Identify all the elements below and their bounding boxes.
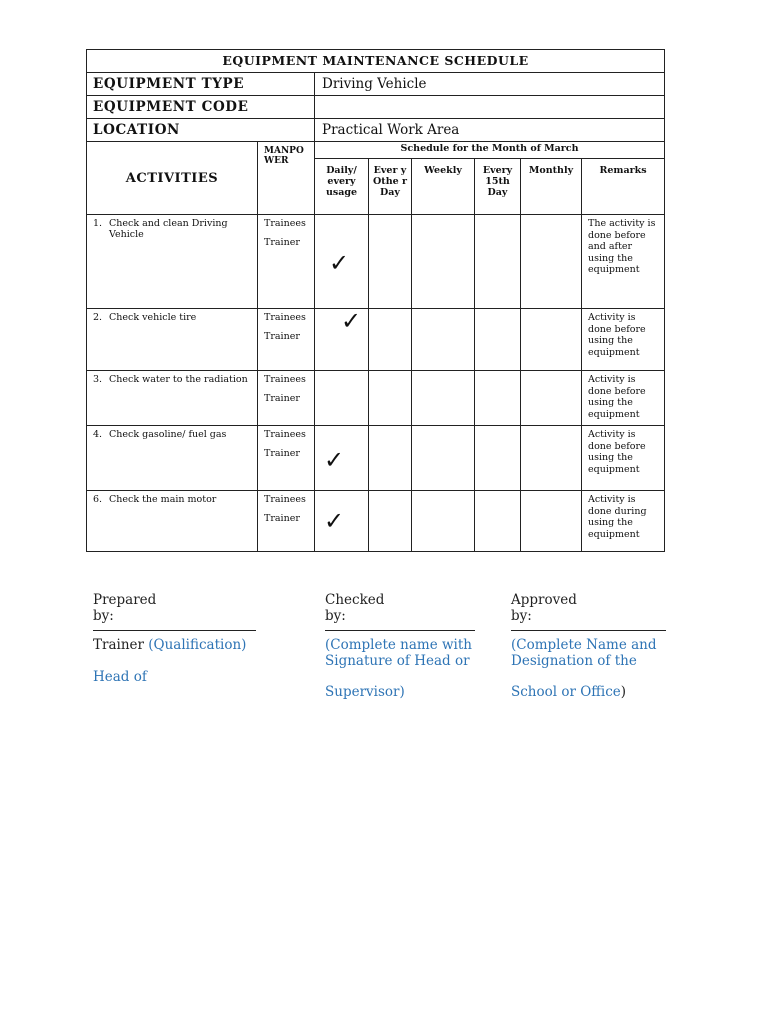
check-mark-icon: ✓ [329,249,350,277]
activity-text: Check gasoline/ fuel gas [109,429,227,440]
daily-cell [315,309,369,371]
daily-header: Daily/ every usage [315,159,369,215]
manpower-trainer: Trainer [264,448,300,459]
activity-text: Check and clean Driving Vehicle [109,218,228,240]
fifteenth-day-cell [475,215,521,309]
manpower-trainees: Trainees [264,218,306,229]
approved-line-1: (Complete Name and [511,637,657,653]
other-day-cell [369,309,412,371]
other-day-cell [369,491,412,552]
remarks-cell: Activity is done before using the equipment [582,309,665,371]
location-label: LOCATION [87,119,315,142]
table-row [87,426,665,491]
remarks-cell: Activity is done before using the equipment [582,371,665,426]
equipment-code-label: EQUIPMENT CODE [87,96,315,119]
approved-line-2: Designation of the [511,652,637,669]
daily-cell [315,371,369,426]
manpower-trainees: Trainees [264,312,306,323]
table-row [87,491,665,552]
fifteenth-day-header: Every 15th Day [475,159,521,215]
equipment-type-label: EQUIPMENT TYPE [87,73,315,96]
monthly-header: Monthly [521,159,582,215]
manpower-cell [258,215,315,309]
maintenance-schedule-sheet [86,49,664,552]
weekly-cell [412,371,475,426]
activity-cell [87,491,258,552]
approved-by-label: Approved by: [511,592,577,624]
manpower-cell [258,426,315,491]
fifteenth-day-cell [475,426,521,491]
manpower-trainer: Trainer [264,237,300,248]
daily-cell [315,215,369,309]
other-day-cell [369,371,412,426]
checked-signature-line [325,630,475,631]
weekly-cell [412,309,475,371]
activity-cell [87,215,258,309]
weekly-cell [412,215,475,309]
monthly-cell [521,309,582,371]
check-mark-icon: ✓ [341,307,362,335]
prepared-role: Trainer [93,637,144,653]
activity-cell [87,309,258,371]
check-mark-icon: ✓ [324,446,345,474]
schedule-month-title: Schedule for the Month of March [315,142,665,159]
manpower-cell [258,491,315,552]
checked-by-text [325,638,500,701]
other-day-header: Ever y Othe r Day [369,159,412,215]
fifteenth-day-cell [475,371,521,426]
activity-text: Check the main motor [109,494,217,505]
remarks-cell: The activity is done before and after using the equipment [582,215,665,309]
prepared-by-label: Prepared by: [93,592,157,624]
manpower-cell [258,309,315,371]
prepared-note: (Qualification) [148,637,247,653]
activity-number: 4. [93,429,103,440]
location-value: Practical Work Area [315,119,665,142]
fifteenth-day-cell [475,491,521,552]
activity-cell [87,371,258,426]
checked-by-label: Checked by: [325,592,385,624]
check-mark-icon: ✓ [324,507,345,535]
manpower-header: MANPO WER [258,142,315,215]
table-row [87,371,665,426]
checked-line-1: (Complete name with [325,637,472,653]
monthly-cell [521,215,582,309]
weekly-header: Weekly [412,159,475,215]
approved-close-paren: ) [620,684,627,700]
activity-number: 1. [93,218,103,229]
daily-cell [315,491,369,552]
other-day-cell [369,426,412,491]
daily-cell [315,426,369,491]
activity-text: Check water to the radiation [109,374,248,385]
remarks-cell: Activity is done before using the equipment [582,426,665,491]
monthly-cell [521,426,582,491]
manpower-trainees: Trainees [264,374,306,385]
activity-cell [87,426,258,491]
table-row [87,309,665,371]
activity-number: 3. [93,374,103,385]
weekly-cell [412,426,475,491]
approved-line-3: School or Office [511,684,621,700]
activity-text: Check vehicle tire [109,312,197,323]
activity-number: 2. [93,312,103,323]
remarks-cell: Activity is done during using the equipment [582,491,665,552]
monthly-cell [521,371,582,426]
checked-line-3: Supervisor) [325,684,405,700]
weekly-cell [412,491,475,552]
activity-number: 6. [93,494,103,505]
prepared-signature-line [93,630,256,631]
approved-by-text [511,638,711,701]
manpower-trainer: Trainer [264,513,300,524]
schedule-title: EQUIPMENT MAINTENANCE SCHEDULE [87,50,665,73]
prepared-head-of: Head of [93,668,147,685]
manpower-cell [258,371,315,426]
approved-signature-line [511,630,666,631]
equipment-code-value [315,96,665,119]
schedule-table [86,49,665,552]
equipment-type-value: Driving Vehicle [315,73,665,96]
manpower-trainees: Trainees [264,494,306,505]
table-row [87,215,665,309]
other-day-cell [369,215,412,309]
remarks-header: Remarks [582,159,665,215]
manpower-trainer: Trainer [264,331,300,342]
manpower-trainer: Trainer [264,393,300,404]
fifteenth-day-cell [475,309,521,371]
activities-header: ACTIVITIES [87,142,258,215]
manpower-trainees: Trainees [264,429,306,440]
prepared-by-text [93,638,283,685]
monthly-cell [521,491,582,552]
checked-line-2: Signature of Head or [325,652,470,669]
